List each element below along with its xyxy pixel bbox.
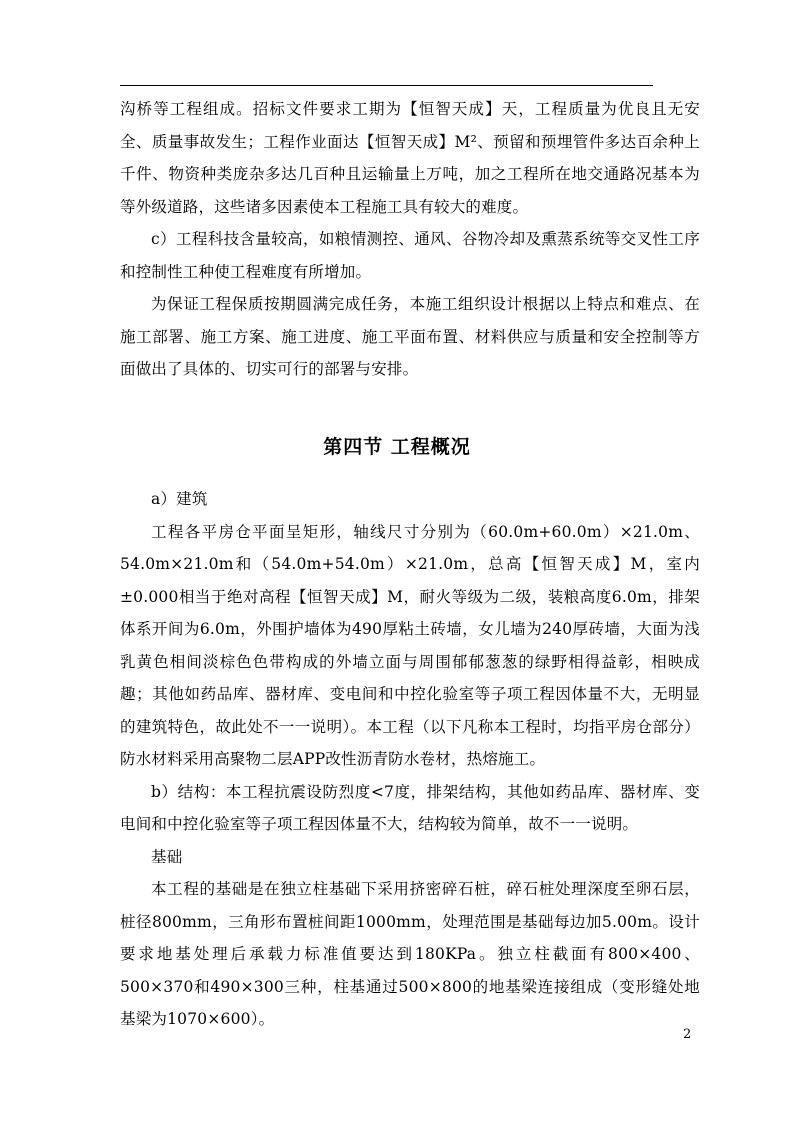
header-rule bbox=[120, 85, 653, 86]
paragraph-4: a）建筑 bbox=[151, 490, 208, 508]
paragraph-3: 为保证工程保质按期圆满完成任务，本施工组织设计根据以上特点和难点、在施工部署、施工方案、施工进度、施工平面布置、材料供应与质量和安全控制等方面做出了具体的、切实可行的部署与安排。 bbox=[120, 295, 700, 378]
section-title: 第四节 工程概况 bbox=[323, 436, 471, 458]
body-text-top bbox=[120, 93, 700, 386]
paragraph-7: 基础 bbox=[151, 847, 183, 866]
body-text-bottom bbox=[120, 483, 700, 1036]
paragraph-5: 工程各平房仓平面呈矩形，轴线尺寸分别为（60.0m+60.0m）×21.0m、54.0m×21.0m和（54.0m+54.0m）×21.0m，总高【恒智天成】M，室内±0.000相当于绝对高程【恒智天成】M，耐火等级为二级，装粮高度6.0m，排架体系开间为6.0m，外围护墙体为490厚粘土砖墙，女儿墙为240厚砖墙，大面为浅乳黄色相间淡棕色色带构成的外墙立面与周围郁郁葱葱的绿野相得益彰，相映成趣；其他如药品库、器材库、变电间和中控化验室等子项工程因体量不大，无明显的建筑特色，故此处不一一说明）。本工程（以下凡称本工程时，均指平房仓部分）防水材料采用高聚物二层APP改性沥青防水卷材，热熔施工。 bbox=[120, 522, 700, 768]
page-number: 2 bbox=[683, 1027, 692, 1042]
paragraph-8: 本工程的基础是在独立柱基础下采用挤密碎石桩，碎石桩处理深度至卵石层，桩径800mm，三角形布置桩间距1000mm，处理范围是基础每边加5.00m。设计要求地基处理后承载力标准值要达到180KPa。独立柱截面有800×400、500×370和490×300三种，柱基通过500×800的地基梁连接组成（变形缝处地基梁为1070×600）。 bbox=[120, 880, 700, 1028]
paragraph-6: b）结构：本工程抗震设防烈度<7度，排架结构，其他如药品库、器材库、变电间和中控化验室等子项工程因体量不大，结构较为简单，故不一一说明。 bbox=[120, 782, 700, 833]
paragraph-1: 沟桥等工程组成。招标文件要求工期为【恒智天成】天，工程质量为优良且无安全、质量事故发生；工程作业面达【恒智天成】M²、预留和预埋管件多达百余种上千件、物资种类庞杂多达几百种且运输量上万吨，加之工程所在地交通路况基本为等外级道路，这些诸多因素使本工程施工具有较大的难度。 bbox=[120, 100, 700, 216]
paragraph-2: c）工程科技含量较高，如粮情测控、通风、谷物冷却及熏蒸系统等交叉性工序和控制性工种使工程难度有所增加。 bbox=[120, 230, 700, 281]
